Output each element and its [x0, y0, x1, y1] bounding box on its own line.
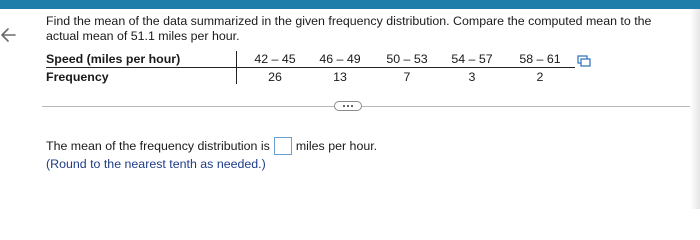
frequency-cell: 13 [333, 69, 347, 84]
speed-cell: 46 – 49 [305, 51, 375, 68]
speed-cell: 58 – 61 [505, 51, 575, 68]
scroll-edge [690, 9, 700, 209]
answer-line [46, 136, 377, 156]
speed-cell: 54 – 57 [439, 51, 505, 68]
rounding-hint: (Round to the nearest tenth as needed.) [46, 157, 266, 171]
answer-suffix: miles per hour. [295, 139, 378, 153]
table-row [46, 68, 575, 85]
more-icon[interactable] [334, 101, 362, 111]
copy-icon[interactable] [577, 54, 591, 66]
frequency-row-label: Frequency [46, 69, 109, 84]
speed-row-label: Speed (miles per hour) [46, 51, 236, 68]
frequency-table [46, 51, 575, 84]
speed-cell: 50 – 53 [375, 51, 439, 68]
frequency-cell: 2 [536, 69, 544, 84]
question-text: Find the mean of the data summarized in the given frequency distribution. Compare the computed mean to the actual mean of 51.1 miles per hour. [46, 14, 652, 43]
frequency-cell: 26 [268, 69, 282, 84]
table-row [46, 51, 575, 68]
dot [347, 105, 349, 107]
dot [351, 105, 353, 107]
top-bar [0, 0, 700, 9]
frequency-cell: 7 [403, 69, 411, 84]
speed-cell: 42 – 45 [237, 51, 306, 68]
mean-answer-input[interactable] [274, 137, 292, 155]
frequency-cell: 3 [468, 69, 476, 84]
answer-prefix: The mean of the frequency distribution is [46, 139, 270, 153]
back-arrow-icon[interactable] [0, 24, 22, 46]
dot [343, 105, 345, 107]
section-divider [42, 106, 690, 107]
